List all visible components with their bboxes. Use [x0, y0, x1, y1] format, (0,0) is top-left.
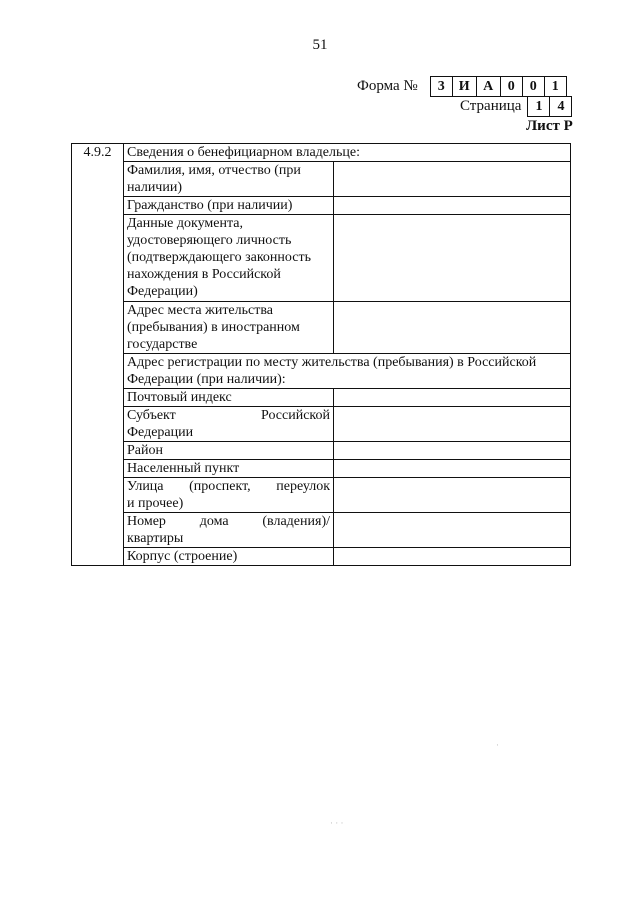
form-code-digit: А: [476, 77, 500, 96]
table-row: [72, 478, 571, 513]
house-label-line2: квартиры: [127, 531, 184, 546]
section-number: 4.9.2: [72, 144, 124, 566]
scan-speck: · · ·: [330, 818, 344, 828]
subject-label-line1: Субъект Российской: [127, 408, 330, 423]
table-row: [72, 407, 571, 442]
form-code-digit: 0: [522, 77, 544, 96]
locality-label: Населенный пункт: [124, 460, 334, 478]
table-row: [72, 389, 571, 407]
form-code-digit: 1: [544, 77, 566, 96]
table-row: [72, 460, 571, 478]
page-label: Страница: [460, 98, 522, 114]
table-row: [72, 354, 571, 389]
postal-code-label: Почтовый индекс: [124, 389, 334, 407]
district-value[interactable]: [334, 442, 571, 460]
scan-speck: ·: [496, 740, 499, 750]
building-label: Корпус (строение): [124, 548, 334, 566]
district-label: Район: [124, 442, 334, 460]
table-row: [72, 548, 571, 566]
foreign-address-label: Адрес места жительства (пребывания) в иностранном государстве: [124, 302, 334, 354]
street-label-line2: и прочее): [127, 496, 184, 511]
id-document-label: Данные документа, удостоверяющего личность (подтверждающего законность нахождения в Российской Федерации): [124, 215, 334, 302]
id-document-value[interactable]: [334, 215, 571, 302]
full-name-label: Фамилия, имя, отчество (при наличии): [124, 162, 334, 197]
form-code-boxes: [430, 76, 567, 97]
form-number-label: Форма №: [357, 78, 418, 94]
beneficiary-table: [71, 143, 571, 566]
table-row: [72, 144, 571, 162]
subject-value[interactable]: [334, 407, 571, 442]
page-digit: 1: [535, 99, 543, 114]
full-name-value[interactable]: [334, 162, 571, 197]
locality-value[interactable]: [334, 460, 571, 478]
house-label-line1: Номер дома (владения)/: [127, 514, 330, 529]
table-row: [72, 197, 571, 215]
citizenship-label: Гражданство (при наличии): [124, 197, 334, 215]
building-value[interactable]: [334, 548, 571, 566]
table-row: [72, 215, 571, 302]
table-row: [72, 302, 571, 354]
form-code-digit: 3: [437, 79, 445, 94]
sheet-label: Лист Р: [526, 118, 573, 134]
form-code-digit: И: [452, 77, 476, 96]
form-number-row: [357, 76, 567, 97]
foreign-address-value[interactable]: [334, 302, 571, 354]
page-digit: 4: [549, 97, 571, 116]
street-label-line1: Улица (проспект, переулок: [127, 479, 330, 494]
subject-label-line2: Федерации: [127, 425, 194, 440]
house-label: [124, 513, 334, 548]
postal-code-value[interactable]: [334, 389, 571, 407]
table-row: [72, 162, 571, 197]
form-code-digit: 0: [500, 77, 522, 96]
ru-address-title: Адрес регистрации по месту жительства (пребывания) в Российской Федерации (при наличии):: [124, 354, 571, 389]
section-title: Сведения о бенефициарном владельце:: [124, 144, 571, 162]
street-value[interactable]: [334, 478, 571, 513]
house-value[interactable]: [334, 513, 571, 548]
table-row: [72, 513, 571, 548]
table-row: [72, 442, 571, 460]
page-number: 51: [312, 37, 328, 53]
page-row: [460, 96, 572, 117]
street-label: [124, 478, 334, 513]
page-boxes: [527, 96, 572, 117]
subject-label: [124, 407, 334, 442]
citizenship-value[interactable]: [334, 197, 571, 215]
